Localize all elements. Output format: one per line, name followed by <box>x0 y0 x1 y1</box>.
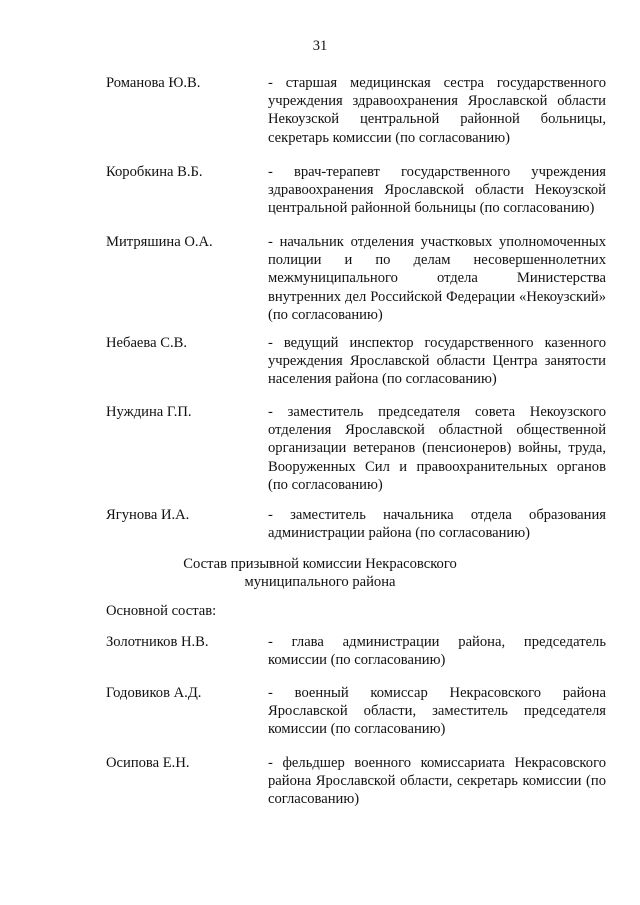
member-role: - ведущий инспектор государственного казенного учреждения Ярославской области Центра занятости населения района (по согласованию) <box>268 335 606 388</box>
member-name: Романова Ю.В. <box>106 75 201 91</box>
section-title-line: Состав призывной комиссии Некрасовского <box>183 556 457 572</box>
member-role: - врач-терапевт государственного учреждения здравоохранения Ярославской области Некоузской центральной районной больницы (по согласованию) <box>268 164 606 217</box>
member-role: - начальник отделения участковых уполномоченных полиции и по делам несовершеннолетних межмуниципального отдела Министерства внутренних дел Российской Федерации «Некоузский» (по согласованию) <box>268 234 606 323</box>
member-name: Небаева С.В. <box>106 335 187 351</box>
member-name: Ягунова И.А. <box>106 507 190 523</box>
member-name: Митряшина О.А. <box>106 234 213 250</box>
section-title <box>0 555 640 591</box>
member-role: - фельдшер военного комиссариата Некрасовского района Ярославской области, секретарь комиссии (по согласованию) <box>268 755 606 808</box>
member-role: - заместитель начальника отдела образования администрации района (по согласованию) <box>268 507 606 542</box>
subsection-title: Основной состав: <box>106 603 217 619</box>
section-title-line: муниципального района <box>244 574 396 591</box>
member-name: Коробкина В.Б. <box>106 164 203 180</box>
member-role: - глава администрации района, председатель комиссии (по согласованию) <box>268 634 606 669</box>
member-role: - заместитель председателя совета Некоузского отделения Ярославской областной общественной организации ветеранов (пенсионеров) войны, труда, Вооруженных Сил и правоохранительных органов (по согласованию) <box>268 404 606 493</box>
page-number: 31 <box>312 38 328 54</box>
member-name: Осипова Е.Н. <box>106 755 190 771</box>
member-name: Годовиков А.Д. <box>106 685 202 701</box>
member-role: - старшая медицинская сестра государственного учреждения здравоохранения Ярославской области Некоузской центральной районной больницы, секретарь комиссии (по согласованию) <box>268 75 606 146</box>
member-name: Золотников Н.В. <box>106 634 209 650</box>
member-role: - военный комиссар Некрасовского района Ярославской области, заместитель председателя комиссии (по согласованию) <box>268 685 606 738</box>
member-name: Нуждина Г.П. <box>106 404 192 420</box>
